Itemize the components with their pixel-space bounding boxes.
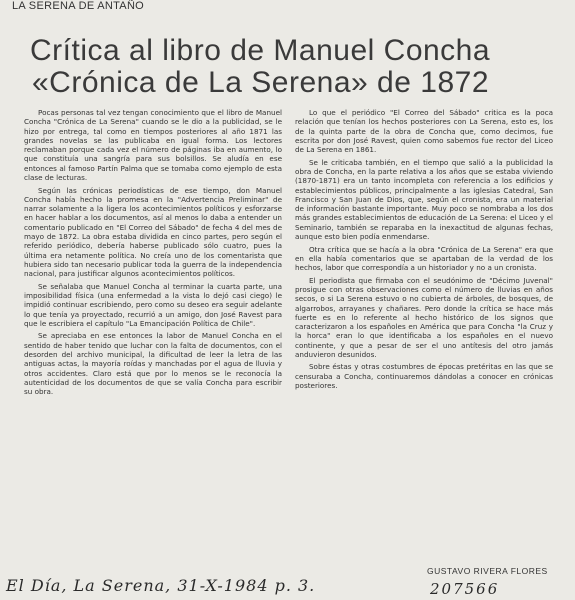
author-byline: GUSTAVO RIVERA FLORES [427,566,548,576]
section-label: LA SERENA DE ANTAÑO [12,0,145,12]
article-title-line-1: Crítica al libro de Manuel Concha [30,34,491,67]
handwritten-citation: El Día, La Serena, 31-X-1984 p. 3. [6,576,316,595]
left-column [24,108,282,400]
paragraph: Según las crónicas periodísticas de ese tiempo, don Manuel Concha había hecho la promesa en la "Advertencia Preliminar" de narrar solamente a la ligera los acontecimientos políticos y esforzarse en hacer hablar a los documentos, así al menos lo daba a entender un comentario publicado en "El Correo del Sábado" de fecha 4 del mes de mayo de 1872. La obra estaba dividida en cinco partes, pero según el referido periódico, debería haberse publicado sólo cuatro, pues la última era netamente política. No creía uno de los comentarista que hubiera sido tan necesario publicar toda la guerra de la independencia nacional, para justificar algunos acontecimientos políticos. [24,185,282,279]
paragraph: Se le criticaba también, en el tiempo que salió a la publicidad la obra de Concha, en la parte relativa a los años que se estaba viviendo (1870-1871) era un tanto incompleta con referencia a los edificios y establecimientos públicos, principalmente a las iglesias Catedral, San Francisco y San Juan de Dios, que, según el cronista, era un material de información bastante importante. Muy poco se nombraba a los dos más grandes establecimientos de educación de La Serena: el Liceo y el Seminario, también se reparaba en la inexactitud de algunas fechas, aunque esto bien podía enmendarse. [295,157,553,242]
paragraph: Lo que el periódico "El Correo del Sábado" critica es la poca relación que tenían los hechos posteriores con La Serena, esto es, los de la quinta parte de la obra de Concha que, como decimos, fue escrita por don José Ravest, quien como sabemos fue rector del Liceo de La Serena en 1861. [295,108,553,155]
paragraph: El periodista que firmaba con el seudónimo de "Décimo Juvenal" prosigue con otras observaciones como el número de lluvias en años secos, o si La Serena estuvo o no cubierta de árboles, de bosques, de algarrobos, arrayanes y chañares. Pero donde la crítica se hace más fuerte es en lo referente al hecho histórico de los signos que caracterizaron a los españoles en América que para Concha "la Cruz y la horca" eran lo que identificaba a los españoles en el nuevo continente, y que a pesar de ser el uno antítesis del otro jamás anduvieron desunidos. [295,275,553,359]
handwritten-number: 207566 [430,580,500,598]
paragraph: Se señalaba que Manuel Concha al terminar la cuarta parte, una imposibilidad física (una enfermedad a la vista lo dejó casi ciego) le impidió continuar escribiendo, pero como su deseo era seguir adelante lo que tenía ya proyectado, recurrió a un amigo, don José Ravest para que le escribiera el capítulo "La Emancipación Política de Chile". [24,281,282,328]
paragraph: Otra crítica que se hacía a la obra "Crónica de La Serena" era que en ella había comentarios que se apartaban de la verdad de los hechos, labor que correspondía a un historiador y no a un cronista. [295,244,553,273]
article-title-line-2: «Crónica de La Serena» de 1872 [32,66,490,99]
paragraph: Pocas personas tal vez tengan conocimiento que el libro de Manuel Concha "Crónica de La Serena" cuando se le dio a la publicidad, se le hizo por entrega, tal como en tiempos posteriores al año 1871 las grandes novelas se las publicaba en igual forma. Los lectores reclamaban porque cada vez el número de páginas iba en aumento, lo que constituía una sangría para sus bolsillos. Se aludía en ese entonces al famoso Partín Palma que se tomaba como ejemplo de esta clase de lecturas. [24,108,282,183]
right-column [295,108,553,394]
paragraph: Se apreciaba en ese entonces la labor de Manuel Concha en el sentido de haber tenido que luchar con la falta de documentos, con el desorden del archivo municipal, la dificultad de leer la letra de las antiguas actas, la mayoría roídas y manchadas por el agua de lluvia y otros accidentes. Claro está que por lo menos se le reconocía la autenticidad de los documentos de que se valía Concha para escribir su obra. [24,331,282,397]
paragraph: Sobre éstas y otras costumbres de épocas pretéritas en las que se censuraba a Concha, continuaremos dándolas a conocer en crónicas posteriores. [295,362,553,391]
